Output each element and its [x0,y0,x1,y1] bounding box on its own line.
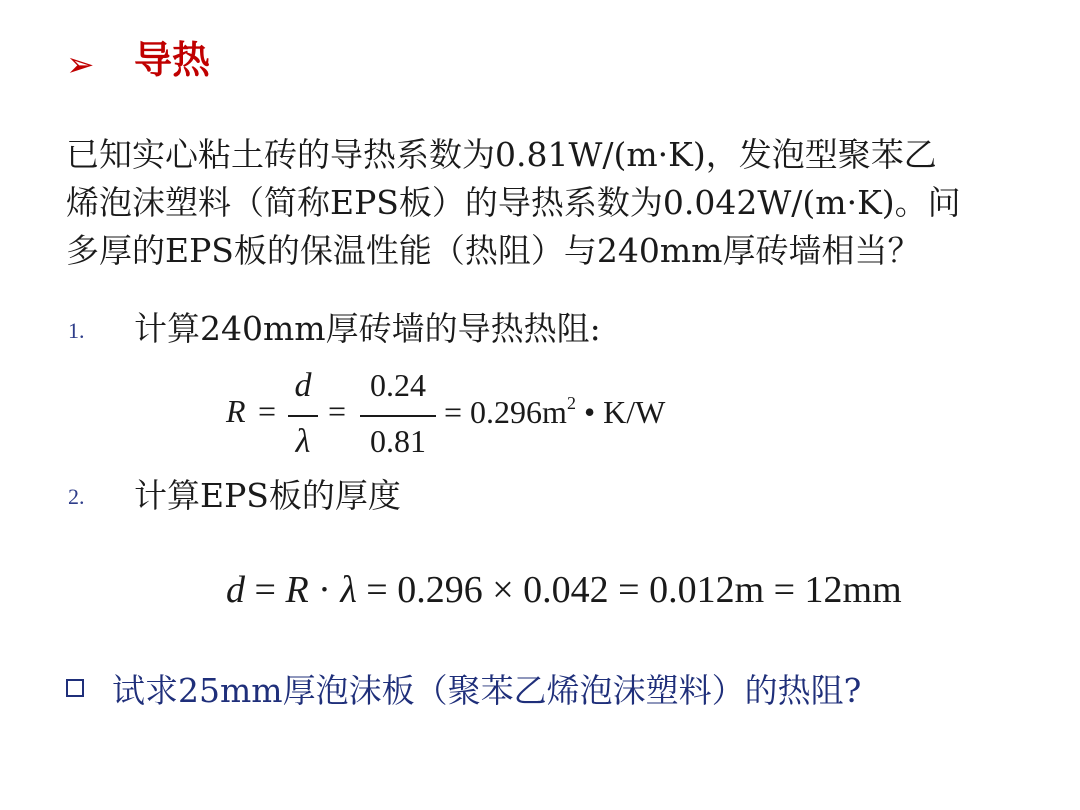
problem-line: 多厚的EPS板的保温性能（热阻）与240mm厚砖墙相当？ [66,231,921,270]
step-number: 1. [68,318,85,343]
fraction-numerator: 0.24 [370,367,426,403]
problem-line: 已知实心粘土砖的导热系数为0.81W/(m·K)，发泡型聚苯乙 [66,135,937,174]
formula-symbol-r: R [285,569,309,611]
formula-symbol-lambda: λ [340,569,357,611]
formula-symbol-r: R [226,393,246,429]
formula-equals: = [258,393,277,429]
step-text: 计算240mm厚砖墙的导热热阻: [134,309,601,348]
question-text: 试求25mm厚泡沫板（聚苯乙烯泡沫塑料）的热阻? [112,671,862,710]
formula-result [444,393,665,431]
step-text: 计算EPS板的厚度 [134,476,401,515]
result-exponent: 2 [566,393,576,413]
result-value: = 0.296m [444,394,567,430]
step-number: 2. [68,484,85,509]
fraction-bar [288,415,318,417]
formula-symbol-d: d [226,569,245,611]
result-unit: • K/W [575,394,666,430]
formula-result: = 0.296 × 0.042 = 0.012m = 12mm [356,569,902,611]
heading-bullet-icon: ➢ [66,45,95,85]
fraction-denominator: λ [295,423,311,460]
fraction-numerator: d [294,367,312,404]
problem-line: 烯泡沫塑料（简称EPS板）的导热系数为0.042W/(m·K)。问 [66,183,961,222]
formula-dot: · [308,569,341,611]
problem-statement [66,131,1056,275]
checkbox-bullet-icon [66,679,84,697]
fraction-bar [360,415,436,417]
fraction-denominator: 0.81 [370,423,426,459]
formula-thickness [226,568,902,612]
slide-title: 导热 [134,38,211,82]
formula-equals: = [328,393,347,429]
formula-equals: = [245,569,286,611]
